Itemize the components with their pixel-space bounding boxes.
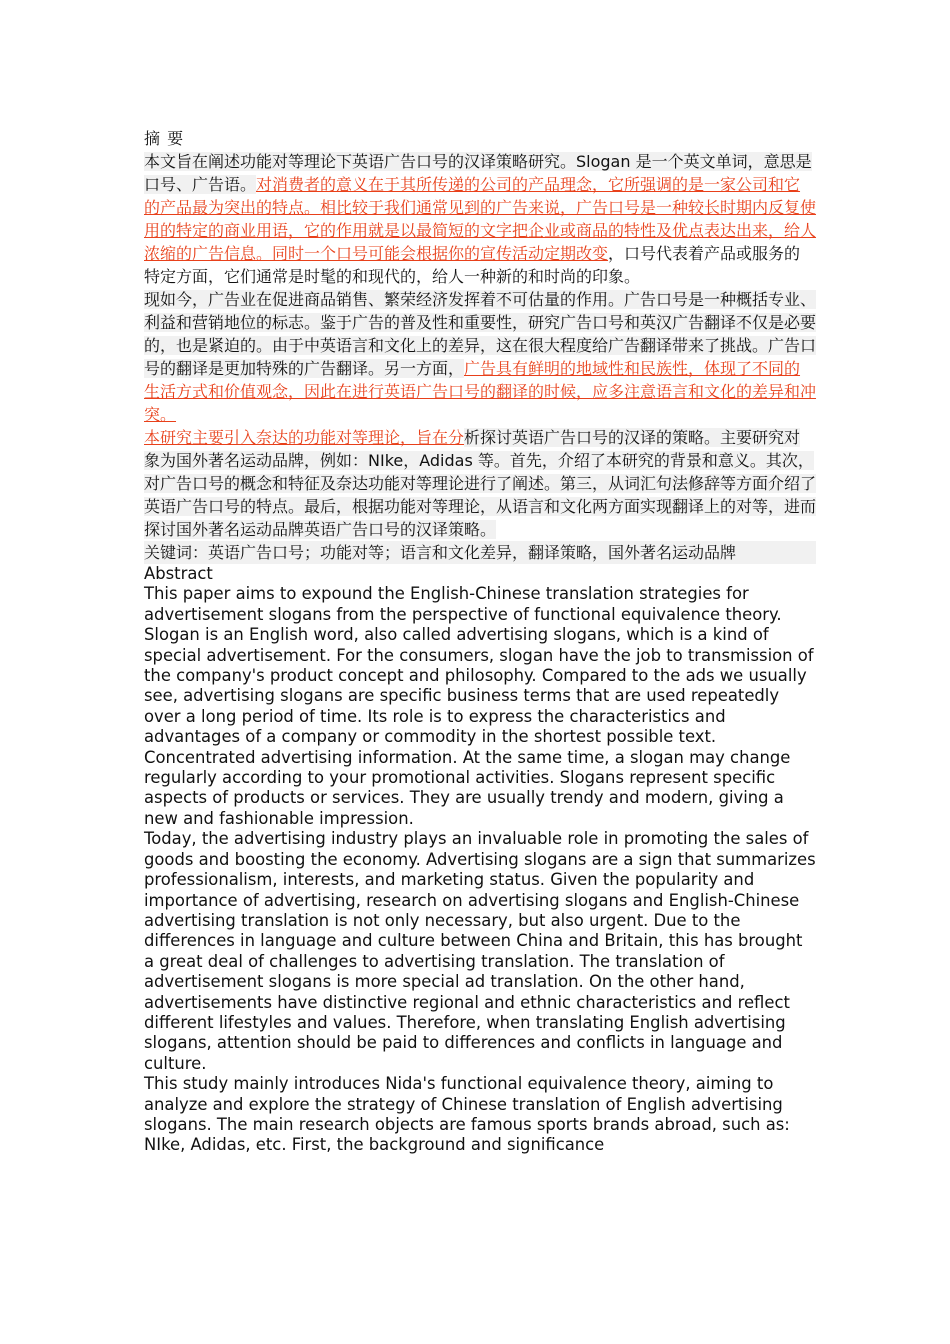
- highlighted-text: 对消费者的意义在于其所传递的公司的产品理念，它所强调的是一家公司和它的产品最为突出的特点。相比较于我们通常见到的广告来说，广告口号是一种较长时期内反复使用的特定的商业用语，它的作用就是以最简短的文字把企业或商品的特性及优点表达出来，给人浓缩的广告信息。同时一个口号可能会根据你的宣传活动定期改变: [144, 175, 817, 263]
- paragraph-zh-3: [144, 426, 816, 541]
- document-page: [144, 127, 816, 1156]
- chinese-abstract: [144, 127, 816, 564]
- text-run: 现如今，广告业在促进商品销售、繁荣经济发挥着不可估量的作用。广告口号是一种概括专业、利益和营销地位的标志。鉴于广告的普及性和重要性，研究广告口号和英汉广告翻译不仅是必要的，也是紧迫的。由于中英语言和文化上的差异，这在很大程度给广告翻译带来了挑战。广告口号的翻译是更加特殊的广告翻译。另一方面，: [144, 290, 817, 378]
- paragraph-en-1: This paper aims to expound the English-Chinese translation strategies for advertisement slogans from the perspective of functional equivalence theory. Slogan is an English word, also called advertising slogans, which is a kind of special advertisement. For the consumers, slogan have the job to transmission of the company's product concept and philosophy. Compared to the ads we usually see, advertising slogans are specific business terms that are used repeatedly over a long period of time. Its role is to express the characteristics and advantages of a company or commodity in the shortest possible text. Concentrated advertising information. At the same time, a slogan may change regularly according to your promotional activities. Slogans represent specific aspects of products or services. They are usually trendy and modern, giving a new and fashionable impression.: [144, 584, 814, 828]
- text-run: ，口号代表着产品或服务的特定方面，它们通常是时髦的和现代的，给人一种新的和时尚的印象。: [144, 244, 801, 286]
- highlighted-text: 广告具有鲜明的地域性和民族性，体现了不同的生活方式和价值观念，因此在进行英语广告口号的翻译的时候，应多注意语言和文化的差异和冲突。: [144, 359, 817, 424]
- text-run: 析探讨英语广告口号的汉译的策略。主要研究对象为国外著名运动品牌，例如：NIke，Adidas 等。首先，介绍了本研究的背景和意义。其次，对广告口号的概念和特征及奈达功能对等理论进行了阐述。第三，从词汇句法修辞等方面介绍了英语广告口号的特点。最后，根据功能对等理论，从语言和文化两方面实现翻译上的对等，进而探讨国外著名运动品牌英语广告口号的汉译策略。: [144, 428, 817, 539]
- highlighted-text: 本研究主要引入奈达的功能对等理论，旨在分: [144, 428, 465, 447]
- paragraph-zh-1: [144, 150, 816, 288]
- paragraph-zh-2: [144, 288, 816, 426]
- abstract-heading-zh: 摘 要: [144, 129, 185, 148]
- paragraph-en-2: Today, the advertising industry plays an invaluable role in promoting the sales of goods and boosting the economy. Advertising slogans are a sign that summarizes professionalism, interests, and marketing status. Given the popularity and importance of advertising, research on advertising slogans and English-Chinese advertising translation is not only necessary, but also urgent. Due to the differences in language and culture between China and Britain, this has brought a great deal of challenges to advertising translation. The translation of advertisement slogans is more special ad translation. On the other hand, advertisements have distinctive regional and ethnic characteristics and reflect different lifestyles and values. Therefore, when translating English advertising slogans, attention should be paid to differences and conflicts in language and culture.: [144, 829, 816, 1073]
- text-run: 本文旨在阐述功能对等理论下英语广告口号的汉译策略研究。Slogan 是一个英文单词，意思是口号、广告语。: [144, 152, 812, 194]
- paragraph-en-3: This study mainly introduces Nida's functional equivalence theory, aiming to analyze and explore the strategy of Chinese translation of English advertising slogans. The main research objects are famous sports brands abroad, such as: NIke, Adidas, etc. First, the background and significance: [144, 1074, 790, 1155]
- keywords-zh: 关键词：英语广告口号；功能对等；语言和文化差异，翻译策略，国外著名运动品牌: [144, 541, 816, 564]
- abstract-heading-en: Abstract: [144, 564, 213, 583]
